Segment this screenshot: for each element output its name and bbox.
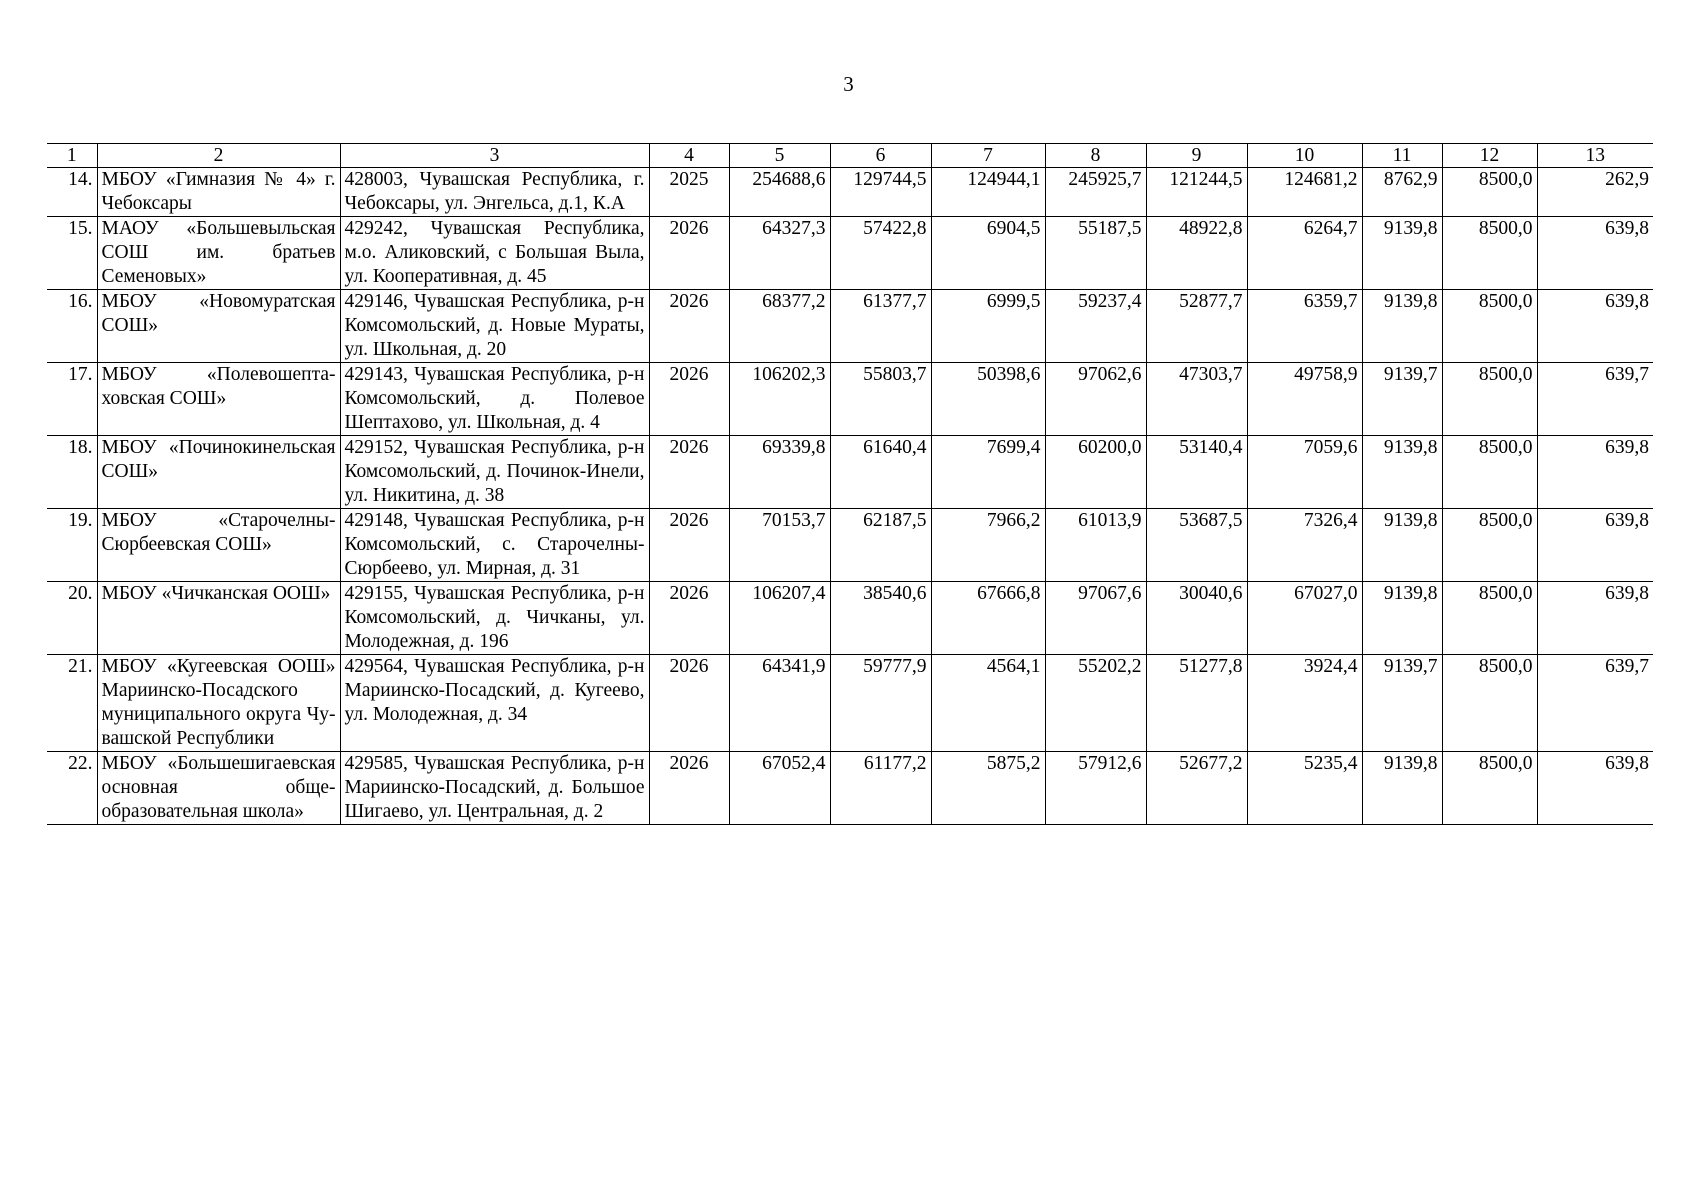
value-col-12: 8500,0 (1442, 655, 1537, 752)
year-cell: 2026 (649, 363, 729, 436)
institution-address: 429242, Чувашская Республика, м.о. Аликовский, с Большая Выла, ул. Кооперативная, д. 45 (340, 217, 649, 290)
value-col-6: 61377,7 (830, 290, 931, 363)
table-row (47, 509, 1653, 582)
value-col-9: 53687,5 (1146, 509, 1247, 582)
value-col-8: 59237,4 (1045, 290, 1146, 363)
value-col-7: 7966,2 (931, 509, 1045, 582)
column-header-13: 13 (1537, 144, 1653, 168)
value-col-13: 639,8 (1537, 582, 1653, 655)
table-body (47, 168, 1653, 825)
value-col-11: 9139,8 (1362, 509, 1442, 582)
value-col-11: 9139,8 (1362, 582, 1442, 655)
value-col-6: 57422,8 (830, 217, 931, 290)
table-row (47, 363, 1653, 436)
value-col-11: 9139,7 (1362, 655, 1442, 752)
value-col-7: 50398,6 (931, 363, 1045, 436)
table-row (47, 655, 1653, 752)
column-header-10: 10 (1247, 144, 1362, 168)
value-col-7: 5875,2 (931, 752, 1045, 825)
value-col-9: 48922,8 (1146, 217, 1247, 290)
row-number: 20. (47, 582, 97, 655)
value-col-5: 70153,7 (729, 509, 830, 582)
value-col-7: 124944,1 (931, 168, 1045, 217)
year-cell: 2026 (649, 436, 729, 509)
value-col-10: 3924,4 (1247, 655, 1362, 752)
column-header-9: 9 (1146, 144, 1247, 168)
row-number: 16. (47, 290, 97, 363)
row-number: 18. (47, 436, 97, 509)
value-col-8: 97067,6 (1045, 582, 1146, 655)
value-col-6: 61640,4 (830, 436, 931, 509)
institution-name: МБОУ «Кугеевская ООШ» Мариинско-Посадского муниципального округа Чувашской Республики (97, 655, 340, 752)
value-col-5: 106207,4 (729, 582, 830, 655)
row-number: 22. (47, 752, 97, 825)
value-col-5: 68377,2 (729, 290, 830, 363)
value-col-12: 8500,0 (1442, 752, 1537, 825)
value-col-7: 4564,1 (931, 655, 1045, 752)
value-col-6: 129744,5 (830, 168, 931, 217)
value-col-6: 59777,9 (830, 655, 931, 752)
row-number: 21. (47, 655, 97, 752)
institution-address: 429146, Чувашская Республика, р-н Комсомольский, д. Новые Мураты, ул. Школьная, д. 20 (340, 290, 649, 363)
value-col-13: 262,9 (1537, 168, 1653, 217)
table-row (47, 168, 1653, 217)
institution-name: МБОУ «Гимназия № 4» г. Чебоксары (97, 168, 340, 217)
column-header-12: 12 (1442, 144, 1537, 168)
column-number-row (47, 144, 1653, 168)
value-col-12: 8500,0 (1442, 168, 1537, 217)
value-col-12: 8500,0 (1442, 509, 1537, 582)
institution-address: 429148, Чувашская Республика, р-н Комсомольский, с. Старочелны-Сюрбеево, ул. Мирная, д. 31 (340, 509, 649, 582)
value-col-8: 60200,0 (1045, 436, 1146, 509)
value-col-13: 639,7 (1537, 363, 1653, 436)
value-col-13: 639,8 (1537, 436, 1653, 509)
year-cell: 2025 (649, 168, 729, 217)
value-col-9: 53140,4 (1146, 436, 1247, 509)
value-col-11: 9139,8 (1362, 436, 1442, 509)
institution-name: МБОУ «Починокинельская СОШ» (97, 436, 340, 509)
year-cell: 2026 (649, 655, 729, 752)
value-col-10: 67027,0 (1247, 582, 1362, 655)
institution-address: 428003, Чувашская Республика, г. Чебоксары, ул. Энгельса, д.1, К.А (340, 168, 649, 217)
value-col-10: 7326,4 (1247, 509, 1362, 582)
institution-name: МБОУ «Новомуратская СОШ» (97, 290, 340, 363)
row-number: 19. (47, 509, 97, 582)
table-row (47, 217, 1653, 290)
table-row (47, 582, 1653, 655)
value-col-6: 61177,2 (830, 752, 931, 825)
institution-name: МАОУ «Большевыльская СОШ им. братьев Семеновых» (97, 217, 340, 290)
column-header-2: 2 (97, 144, 340, 168)
page-number: 3 (843, 72, 854, 96)
table-row (47, 436, 1653, 509)
value-col-7: 7699,4 (931, 436, 1045, 509)
year-cell: 2026 (649, 582, 729, 655)
column-header-5: 5 (729, 144, 830, 168)
value-col-10: 124681,2 (1247, 168, 1362, 217)
year-cell: 2026 (649, 752, 729, 825)
year-cell: 2026 (649, 509, 729, 582)
value-col-12: 8500,0 (1442, 290, 1537, 363)
value-col-12: 8500,0 (1442, 436, 1537, 509)
year-cell: 2026 (649, 217, 729, 290)
institution-name: МБОУ «Полевошептаховская СОШ» (97, 363, 340, 436)
value-col-5: 254688,6 (729, 168, 830, 217)
value-col-10: 49758,9 (1247, 363, 1362, 436)
institution-name: МБОУ «Чичканская ООШ» (97, 582, 340, 655)
value-col-10: 6264,7 (1247, 217, 1362, 290)
value-col-13: 639,8 (1537, 217, 1653, 290)
value-col-9: 121244,5 (1146, 168, 1247, 217)
value-col-11: 9139,8 (1362, 217, 1442, 290)
column-header-1: 1 (47, 144, 97, 168)
value-col-10: 5235,4 (1247, 752, 1362, 825)
value-col-5: 64327,3 (729, 217, 830, 290)
column-header-3: 3 (340, 144, 649, 168)
value-col-12: 8500,0 (1442, 582, 1537, 655)
column-header-4: 4 (649, 144, 729, 168)
institution-address: 429585, Чувашская Республика, р-н Мариинско-Посадский, д. Большое Шигаево, ул. Центральная, д. 2 (340, 752, 649, 825)
value-col-8: 57912,6 (1045, 752, 1146, 825)
value-col-10: 7059,6 (1247, 436, 1362, 509)
year-cell: 2026 (649, 290, 729, 363)
value-col-6: 62187,5 (830, 509, 931, 582)
value-col-8: 61013,9 (1045, 509, 1146, 582)
value-col-5: 69339,8 (729, 436, 830, 509)
institution-address: 429155, Чувашская Республика, р-н Комсомольский, д. Чичканы, ул. Молодежная, д. 196 (340, 582, 649, 655)
value-col-11: 9139,8 (1362, 752, 1442, 825)
column-header-7: 7 (931, 144, 1045, 168)
value-col-8: 245925,7 (1045, 168, 1146, 217)
column-header-6: 6 (830, 144, 931, 168)
value-col-8: 97062,6 (1045, 363, 1146, 436)
row-number: 14. (47, 168, 97, 217)
value-col-5: 67052,4 (729, 752, 830, 825)
value-col-9: 30040,6 (1146, 582, 1247, 655)
value-col-11: 8762,9 (1362, 168, 1442, 217)
table-row (47, 752, 1653, 825)
value-col-13: 639,8 (1537, 509, 1653, 582)
value-col-5: 64341,9 (729, 655, 830, 752)
value-col-13: 639,7 (1537, 655, 1653, 752)
value-col-11: 9139,8 (1362, 290, 1442, 363)
institution-address: 429564, Чувашская Республика, р-н Мариинско-Посадский, д. Кугеево, ул. Молодежная, д. 34 (340, 655, 649, 752)
value-col-9: 52677,2 (1146, 752, 1247, 825)
data-table (47, 143, 1653, 825)
value-col-13: 639,8 (1537, 752, 1653, 825)
column-header-8: 8 (1045, 144, 1146, 168)
value-col-6: 38540,6 (830, 582, 931, 655)
value-col-12: 8500,0 (1442, 363, 1537, 436)
value-col-9: 52877,7 (1146, 290, 1247, 363)
value-col-13: 639,8 (1537, 290, 1653, 363)
value-col-8: 55187,5 (1045, 217, 1146, 290)
institution-name: МБОУ «Большешигаевская основная общеобразовательная школа» (97, 752, 340, 825)
value-col-8: 55202,2 (1045, 655, 1146, 752)
value-col-5: 106202,3 (729, 363, 830, 436)
row-number: 15. (47, 217, 97, 290)
value-col-9: 47303,7 (1146, 363, 1247, 436)
value-col-12: 8500,0 (1442, 217, 1537, 290)
column-header-11: 11 (1362, 144, 1442, 168)
value-col-7: 6904,5 (931, 217, 1045, 290)
value-col-10: 6359,7 (1247, 290, 1362, 363)
institution-address: 429143, Чувашская Республика, р-н Комсомольский, д. Полевое Шептахово, ул. Школьная, д. 4 (340, 363, 649, 436)
row-number: 17. (47, 363, 97, 436)
table-row (47, 290, 1653, 363)
institution-address: 429152, Чувашская Республика, р-н Комсомольский, д. Починок-Инели, ул. Никитина, д. 38 (340, 436, 649, 509)
value-col-7: 6999,5 (931, 290, 1045, 363)
institution-name: МБОУ «Старочелны-Сюрбеевская СОШ» (97, 509, 340, 582)
value-col-7: 67666,8 (931, 582, 1045, 655)
value-col-11: 9139,7 (1362, 363, 1442, 436)
value-col-9: 51277,8 (1146, 655, 1247, 752)
value-col-6: 55803,7 (830, 363, 931, 436)
